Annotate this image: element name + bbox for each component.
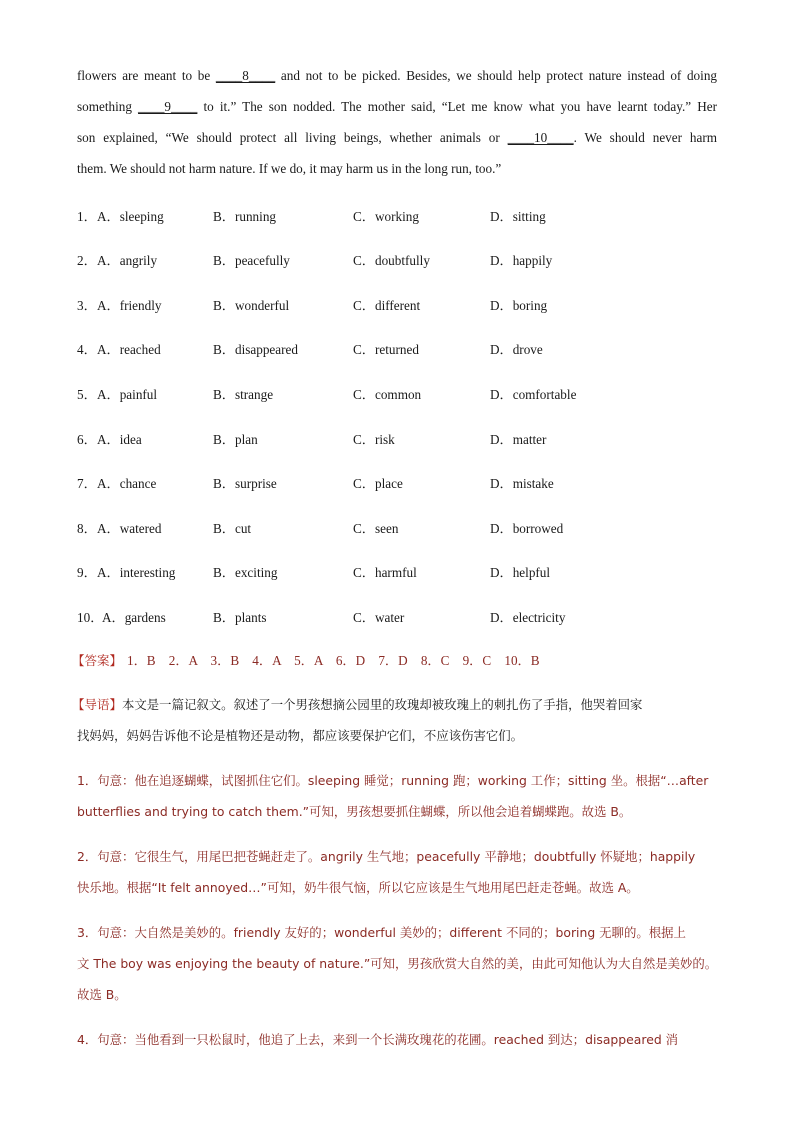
option-b: B．plants [213,610,267,625]
blank-10: ____10____ [507,130,574,145]
question-number: 5． [77,387,97,402]
passage-line-1 [77,68,717,84]
passage-line-2 [77,99,717,115]
option-b: B．cut [213,521,252,536]
passage-line-3 [77,130,717,146]
passage-text: flowers are meant to be [77,68,216,83]
explanation-3-line-3: 故选 B。 [77,987,127,1002]
option-a: A．watered [97,521,162,536]
option-b: B．peacefully [213,253,290,268]
option-d: D．helpful [490,565,551,580]
option-c: C．common [353,387,422,402]
explanation-1-line-1: 1．句意：他在追逐蝴蝶，试图抓住它们。sleeping 睡觉；running 跑；working 工作；sitting 坐。根据“…after [77,773,709,788]
explanation-2-line-2: 快乐地。根据“It felt annoyed…”可知，奶牛很气恼，所以它应该是生气地用尾巴赶走苍蝇。故选 A。 [77,880,639,895]
question-options [77,250,717,268]
guide-tag: 【导语】 [72,697,123,712]
option-a: A．angrily [97,253,158,268]
guide-text: 本文是一篇记叙文。叙述了一个男孩想摘公园里的玫瑰却被玫瑰上的刺扎伤了手指，他哭着回家 [122,697,643,712]
option-d: D．electricity [490,610,566,625]
question-number: 10． [77,610,104,625]
option-c: C．different [353,298,421,313]
option-d: D．boring [490,298,548,313]
option-c: C．seen [353,521,399,536]
option-a: A．friendly [97,298,162,313]
question-options [77,206,717,224]
question-options [77,562,717,580]
option-b: B．exciting [213,565,278,580]
question-options [77,384,717,402]
answer-tag: 【答案】 [72,653,123,668]
option-d: D．borrowed [490,521,564,536]
option-c: C．risk [353,432,395,447]
option-b: B．surprise [213,476,277,491]
option-a: A．sleeping [97,209,164,224]
explanation-1-line-2: butterflies and trying to catch them.”可知，男孩想要抓住蝴蝶，所以他会追着蝴蝶跑。故选 B。 [77,804,632,819]
option-a: A．idea [97,432,142,447]
question-number: 6． [77,432,97,447]
option-b: B．strange [213,387,274,402]
passage-text: . We should never harm [573,130,718,145]
option-c: C．doubtfully [353,253,430,268]
passage-text: son explained, “We should protect all living beings, whether animals or [77,130,508,145]
answer-text: 1．B 2．A 3．B 4．A 5．A 6．D 7．D 8．C 9．C 10．B [127,653,540,668]
guide-line-2: 找妈妈，妈妈告诉他不论是植物还是动物，都应该要保护它们，不应该伤害它们。 [77,728,524,743]
question-number: 8． [77,521,97,536]
passage-text: and not to be picked. Besides, we should help protect nature instead of doing [275,68,718,83]
option-d: D．sitting [490,209,546,224]
option-c: C．harmful [353,565,417,580]
question-number: 3． [77,298,97,313]
passage-line-4: them. We should not harm nature. If we do, it may harm us in the long run, too.” [77,161,502,176]
answer-key [72,650,540,669]
passage-text: to it.” The son nodded. The mother said, “Let me know what you have learnt today.” Her [197,99,717,114]
option-b: B．disappeared [213,342,298,357]
option-d: D．matter [490,432,547,447]
question-number: 2． [77,253,97,268]
question-options [77,339,717,357]
blank-8: ____8____ [215,68,276,83]
question-options [77,518,717,536]
question-number: 7． [77,476,97,491]
option-a: A．gardens [102,610,166,625]
option-d: D．mistake [490,476,554,491]
question-options [77,429,717,447]
question-number: 4． [77,342,97,357]
option-a: A．painful [97,387,158,402]
passage-text: something [77,99,139,114]
explanation-2-line-1: 2．句意：它很生气，用尾巴把苍蝇赶走了。angrily 生气地；peacefully 平静地；doubtfully 怀疑地；happily [77,849,696,864]
question-options [77,607,717,625]
explanation-3-line-2: 文 The boy was enjoying the beauty of nature.”可知，男孩欣赏大自然的美，由此可知他认为大自然是美妙的。 [77,956,718,971]
option-c: C．returned [353,342,419,357]
option-a: A．interesting [97,565,176,580]
option-c: C．water [353,610,405,625]
question-options [77,473,717,491]
option-b: B．running [213,209,277,224]
option-d: D．drove [490,342,543,357]
question-options [77,295,717,313]
option-a: A．chance [97,476,157,491]
explanation-4-line-1: 4．句意：当他看到一只松鼠时，他追了上去，来到一个长满玫瑰花的花圃。reached 到达；disappeared 消 [77,1032,679,1047]
guide-line-1 [72,695,712,713]
option-b: B．plan [213,432,258,447]
option-a: A．reached [97,342,161,357]
option-d: D．comfortable [490,387,577,402]
question-number: 9． [77,565,97,580]
option-c: C．working [353,209,419,224]
question-number: 1． [77,209,97,224]
option-b: B．wonderful [213,298,290,313]
blank-9: ____9____ [138,99,198,114]
option-d: D．happily [490,253,553,268]
option-c: C．place [353,476,403,491]
explanation-3-line-1: 3．句意：大自然是美妙的。friendly 友好的；wonderful 美妙的；different 不同的；boring 无聊的。根据上 [77,925,686,940]
